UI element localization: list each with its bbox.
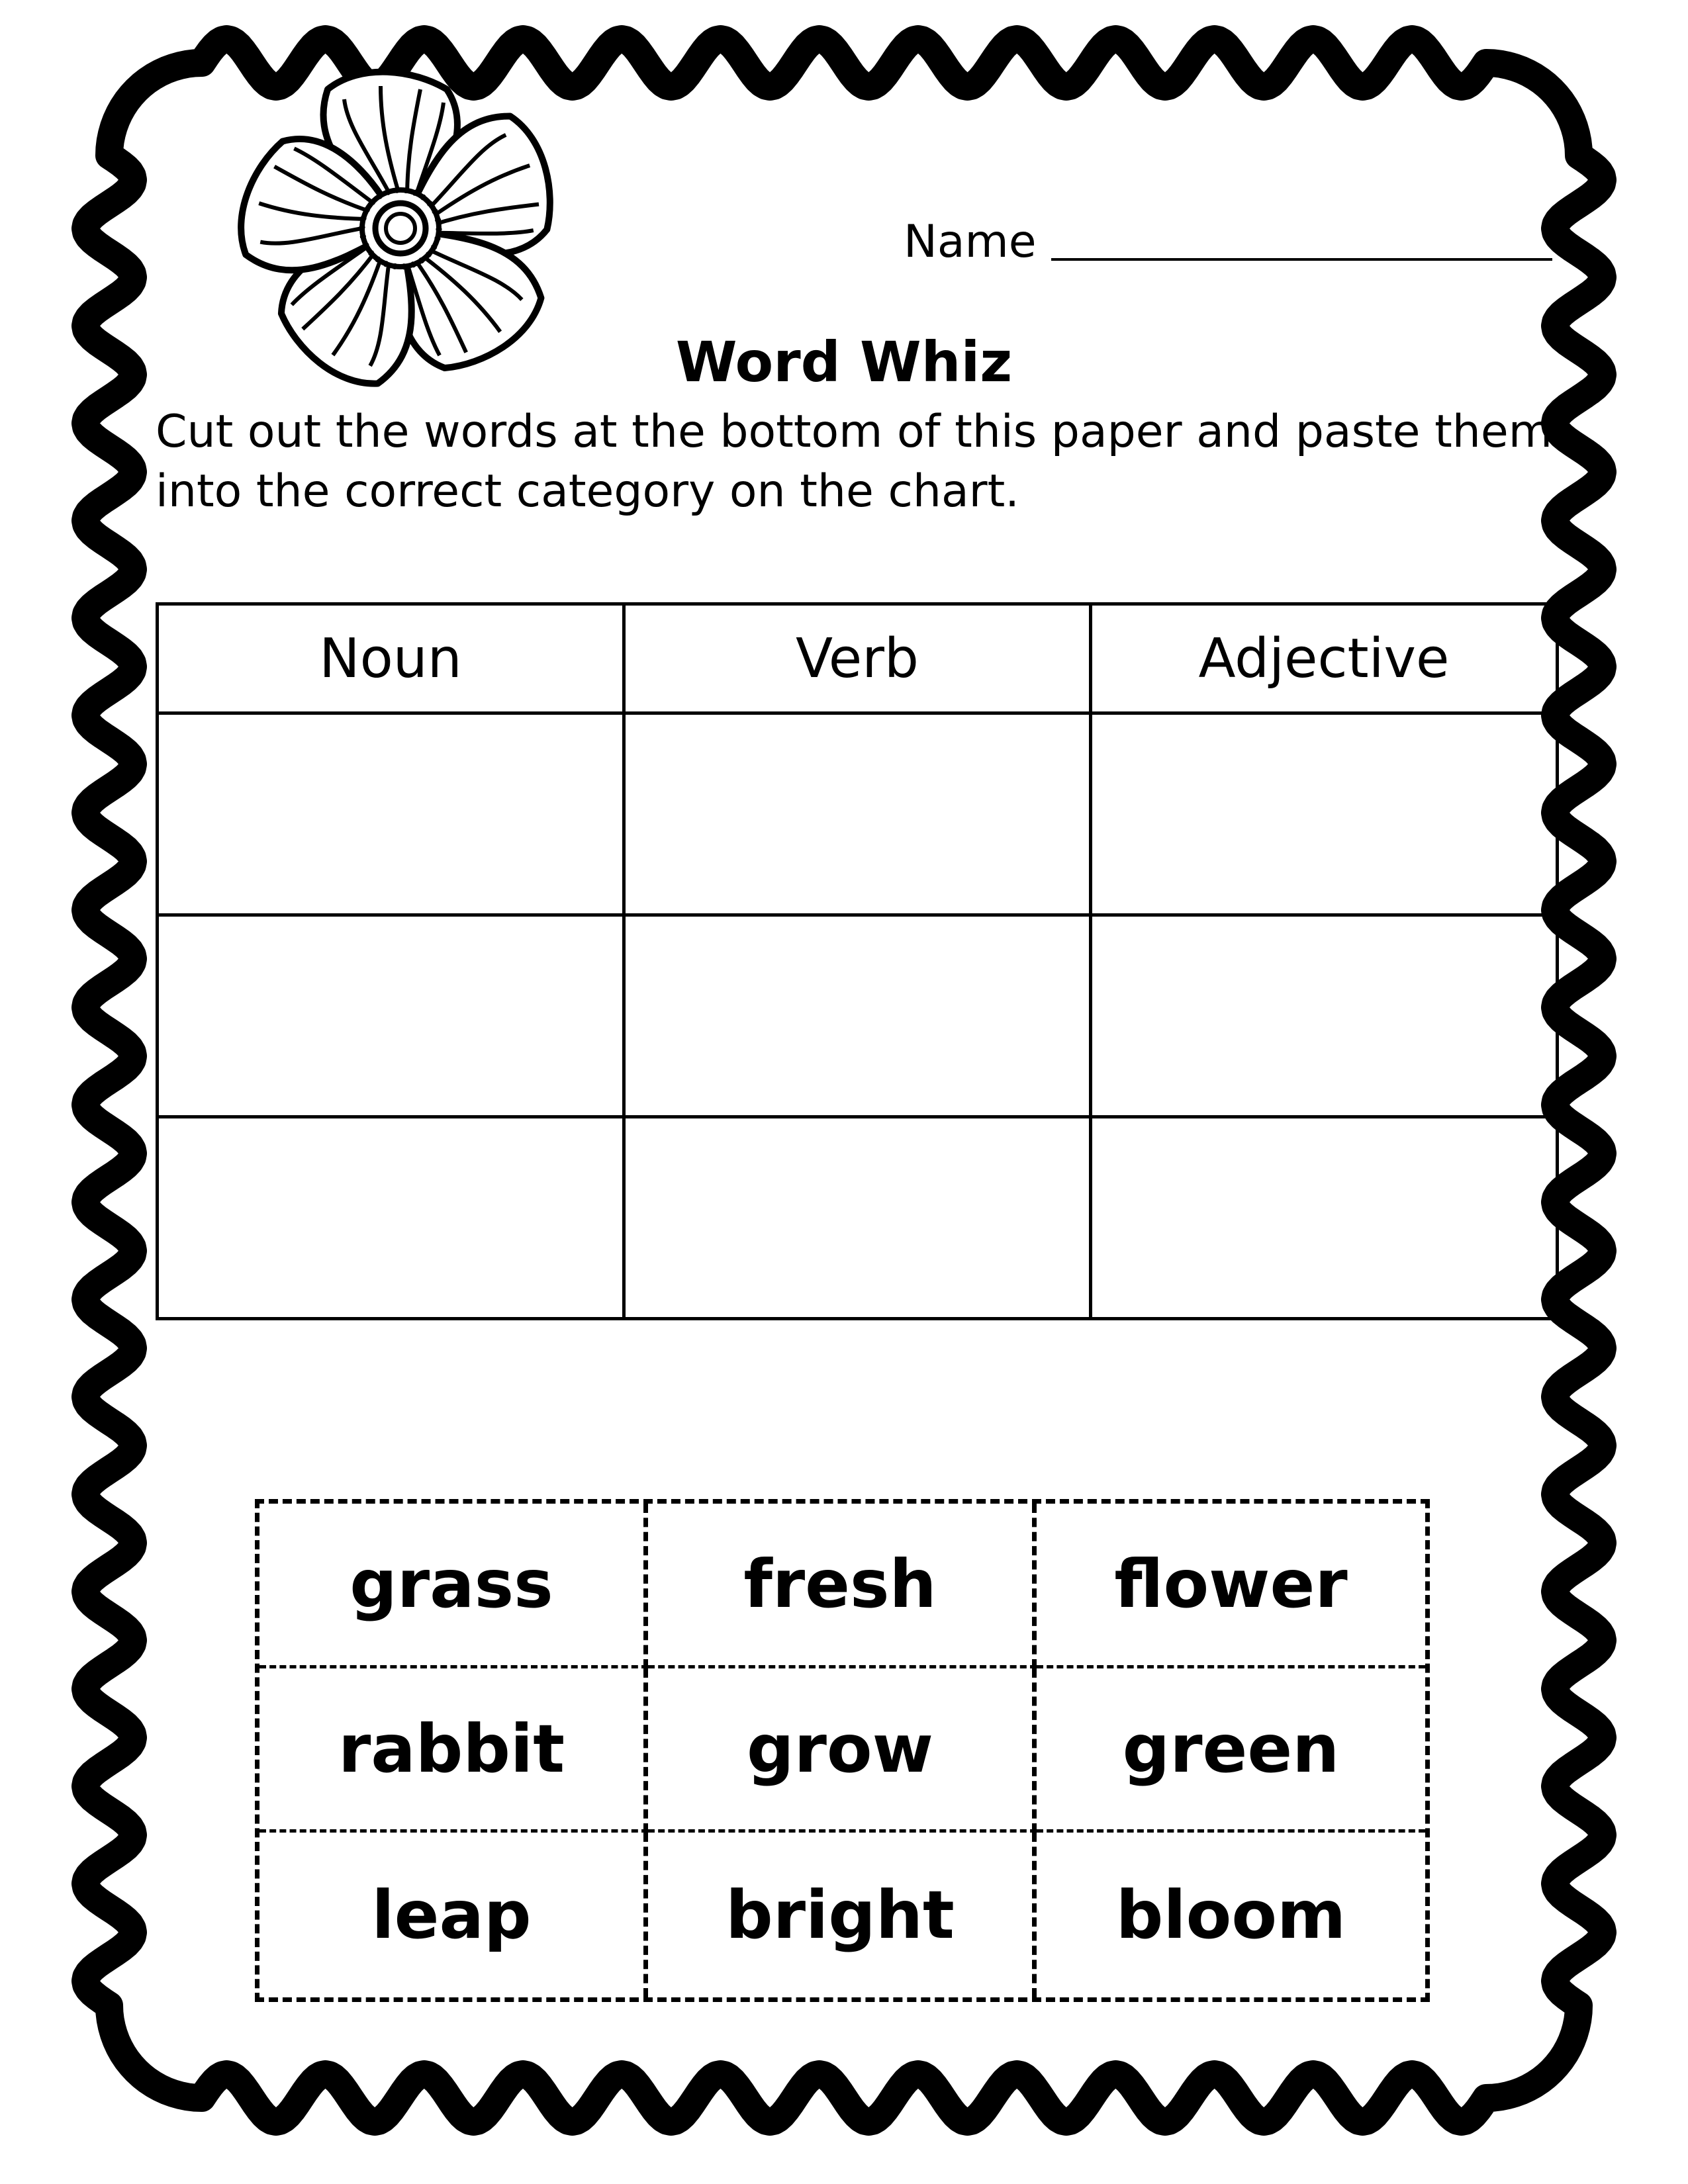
word-card-bright[interactable]: bright [648, 1833, 1037, 1997]
header-adjective: Adjective [1091, 604, 1558, 713]
adjective-cell[interactable] [1091, 1117, 1558, 1319]
adjective-cell[interactable] [1091, 713, 1558, 915]
verb-cell[interactable] [624, 713, 1091, 915]
word-card-rabbit[interactable]: rabbit [259, 1668, 648, 1833]
chart-header-row [158, 604, 1558, 713]
header-noun: Noun [158, 604, 624, 713]
page-title: Word Whiz [675, 330, 1013, 394]
cutout-word-grid [255, 1499, 1430, 2002]
header-verb: Verb [624, 604, 1091, 713]
word-card-grass[interactable]: grass [259, 1504, 648, 1668]
adjective-cell[interactable] [1091, 915, 1558, 1117]
name-field[interactable] [904, 205, 1552, 268]
name-label: Name [904, 216, 1037, 268]
noun-cell[interactable] [158, 1117, 624, 1319]
category-chart [156, 602, 1559, 1320]
instructions-text: Cut out the words at the bottom of this paper and paste them into the correct category on the chart. [156, 406, 1552, 518]
word-card-bloom[interactable]: bloom [1115, 1876, 1346, 1954]
chart-row [158, 713, 1558, 915]
chart-row [158, 1117, 1558, 1319]
verb-cell[interactable] [624, 915, 1091, 1117]
word-card-grow[interactable]: grow [648, 1668, 1037, 1833]
word-card-fresh[interactable]: fresh [648, 1504, 1037, 1668]
word-card-green[interactable]: green [1037, 1668, 1425, 1833]
word-card-flower[interactable]: flower [1037, 1504, 1425, 1668]
word-card-leap[interactable]: leap [259, 1833, 648, 1997]
name-line[interactable] [1051, 258, 1552, 261]
noun-cell[interactable] [158, 713, 624, 915]
noun-cell[interactable] [158, 915, 624, 1117]
chart-row [158, 915, 1558, 1117]
verb-cell[interactable] [624, 1117, 1091, 1319]
